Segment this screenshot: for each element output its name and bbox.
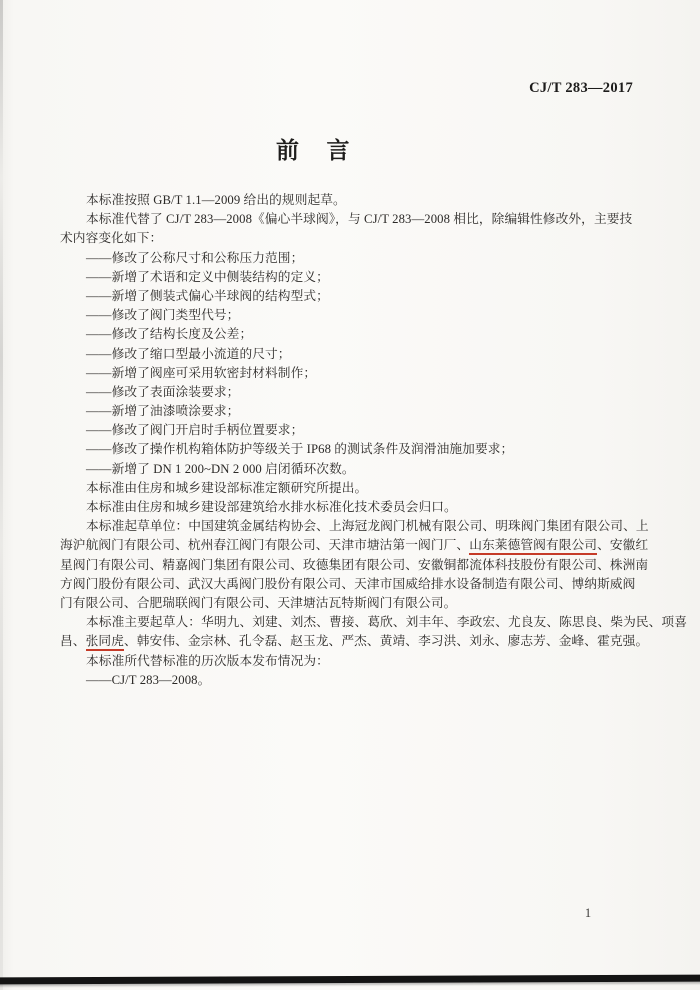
text-line bbox=[60, 364, 642, 383]
text-segment: 本标准起草单位：中国建筑金属结构协会、上海冠龙阀门机械有限公司、明珠阀门集团有限公司、上 bbox=[86, 519, 649, 534]
text-line bbox=[60, 594, 642, 613]
text-segment: ——新增了油漆喷涂要求； bbox=[86, 404, 240, 419]
text-segment: 星阀门有限公司、精嘉阀门集团有限公司、玫德集团有限公司、安徽铜都流体科技股份有限公司、株洲南 bbox=[60, 557, 649, 572]
red-underline-mark: 张同虎 bbox=[86, 634, 124, 651]
title-char: 前 bbox=[276, 137, 300, 163]
text-line bbox=[60, 345, 642, 364]
text-line bbox=[60, 287, 642, 306]
text-line bbox=[60, 517, 649, 536]
text-line bbox=[60, 498, 642, 517]
text-line bbox=[60, 575, 642, 594]
text-line bbox=[60, 421, 642, 440]
red-underline-mark: 山东莱德管阀有限公司 bbox=[469, 538, 597, 555]
text-line bbox=[60, 402, 642, 421]
text-segment: ——新增了术语和定义中侧装结构的定义； bbox=[86, 269, 329, 284]
text-segment: 海沪航阀门有限公司、杭州春江阀门有限公司、天津市塘沽第一阀门厂、 bbox=[60, 538, 470, 553]
text-segment: 、韩安伟、金宗林、孔令磊、赵玉龙、严杰、黄靖、李习洪、刘永、廖志芳、金峰、霍克强。 bbox=[123, 634, 649, 649]
text-segment: ——修改了操作机构箱体防护等级关于 IP68 的测试条件及润滑油施加要求； bbox=[86, 442, 514, 457]
doc-number: CJ/T 283—2017 bbox=[529, 80, 633, 96]
text-segment: 门有限公司、合肥瑞联阀门有限公司、天津塘沽瓦特斯阀门有限公司。 bbox=[60, 595, 457, 610]
text-segment: 方阀门股份有限公司、武汉大禹阀门股份有限公司、天津市国威给排水设备制造有限公司、博纳斯威阀 bbox=[60, 576, 636, 591]
text-line bbox=[60, 632, 649, 651]
text-segment: 昌、 bbox=[60, 634, 86, 649]
text-line bbox=[60, 383, 642, 402]
text-segment: ——修改了表面涂装要求； bbox=[86, 384, 240, 399]
text-segment: ——修改了公称尺寸和公称压力范围； bbox=[86, 250, 304, 265]
text-segment: 本标准按照 GB/T 1.1—2009 给出的规则起草。 bbox=[86, 193, 346, 207]
page-number: 1 bbox=[584, 906, 592, 920]
text-line bbox=[60, 191, 642, 210]
text-segment: ——新增了侧装式偏心半球阀的结构型式； bbox=[86, 288, 329, 303]
text-segment: ——新增了 DN 1 200~DN 2 000 启闭循环次数。 bbox=[86, 461, 355, 476]
page-title bbox=[23, 132, 603, 165]
text-line bbox=[60, 325, 642, 344]
body-text bbox=[60, 191, 688, 690]
scan-edge-artifact bbox=[0, 0, 3, 990]
text-line bbox=[60, 306, 642, 325]
text-line bbox=[60, 460, 642, 479]
text-segment: 本标准由住房和城乡建设部建筑给水排水标准化技术委员会归口。 bbox=[86, 500, 457, 514]
text-line bbox=[60, 268, 642, 287]
text-line bbox=[60, 229, 642, 248]
text-line bbox=[60, 556, 649, 575]
text-segment: ——修改了结构长度及公差； bbox=[86, 327, 253, 342]
text-segment: 本标准代替了 CJ/T 283—2008《偏心半球阀》，与 CJ/T 283—2008 相比，除编辑性修改外，主要技 bbox=[86, 212, 633, 227]
text-segment: ——修改了阀门类型代号； bbox=[86, 308, 240, 323]
text-segment: 术内容变化如下： bbox=[60, 231, 163, 246]
text-segment: ——修改了缩口型最小流道的尺寸； bbox=[86, 346, 291, 361]
text-segment: 本标准所代替标准的历次版本发布情况为： bbox=[86, 653, 329, 668]
text-segment: 本标准由住房和城乡建设部标准定额研究所提出。 bbox=[86, 480, 368, 495]
text-segment: 、安徽红 bbox=[597, 538, 649, 553]
text-segment: ——修改了阀门开启时手柄位置要求； bbox=[86, 423, 304, 438]
text-line bbox=[60, 671, 642, 690]
text-line bbox=[60, 249, 642, 268]
text-segment: 本标准主要起草人：华明九、刘建、刘杰、曹接、葛欣、刘丰年、李政宏、尤良友、陈思良、柴为民、项喜 bbox=[86, 615, 688, 630]
text-line bbox=[60, 536, 649, 555]
title-char: 言 bbox=[326, 137, 350, 163]
text-segment: ——CJ/T 283—2008。 bbox=[86, 672, 211, 687]
text-line bbox=[60, 652, 642, 671]
text-segment: ——新增了阀座可采用软密封材料制作； bbox=[86, 365, 317, 380]
text-line bbox=[60, 479, 642, 498]
text-line bbox=[60, 440, 642, 459]
text-line bbox=[60, 210, 642, 229]
text-line bbox=[60, 613, 688, 632]
scan-edge-artifact bbox=[0, 975, 700, 985]
